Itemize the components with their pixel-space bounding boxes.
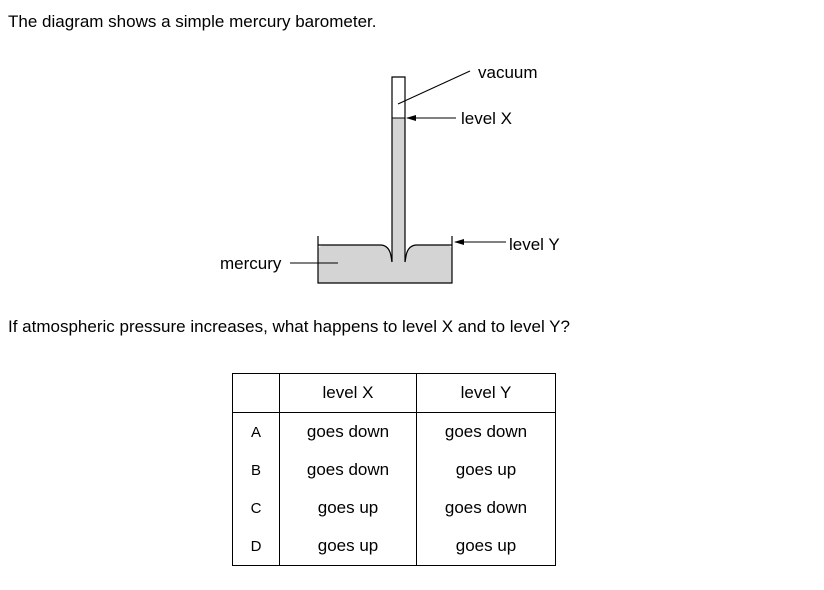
- table-row: [233, 527, 556, 566]
- intro-text: The diagram shows a simple mercury barometer.: [8, 12, 377, 31]
- option-level-y: goes down: [417, 489, 556, 527]
- mercury-column: [392, 118, 405, 262]
- option-level-x: goes up: [280, 527, 417, 566]
- table-row: [233, 413, 556, 452]
- level-y-label: level Y: [509, 235, 560, 254]
- option-letter: C: [233, 489, 280, 527]
- option-level-x: goes down: [280, 451, 417, 489]
- level-x-arrowhead: [406, 115, 416, 121]
- option-letter: B: [233, 451, 280, 489]
- header-level-x: level X: [280, 374, 417, 413]
- option-letter: D: [233, 527, 280, 566]
- option-level-y: goes up: [417, 451, 556, 489]
- option-level-x: goes up: [280, 489, 417, 527]
- option-letter: A: [233, 413, 280, 452]
- vacuum-leader: [398, 71, 470, 104]
- level-y-arrowhead: [454, 239, 464, 245]
- header-blank: [233, 374, 280, 413]
- option-level-y: goes down: [417, 413, 556, 452]
- header-level-y: level Y: [417, 374, 556, 413]
- table-row: [233, 451, 556, 489]
- answer-table: [232, 373, 556, 566]
- question-text: If atmospheric pressure increases, what happens to level X and to level Y?: [8, 317, 570, 336]
- level-x-label: level X: [461, 109, 513, 128]
- mercury-label: mercury: [220, 254, 282, 273]
- option-level-y: goes up: [417, 527, 556, 566]
- dish-mercury: [318, 245, 452, 283]
- vacuum-label: vacuum: [478, 63, 538, 82]
- table-row: [233, 489, 556, 527]
- option-level-x: goes down: [280, 413, 417, 452]
- table-header-row: [233, 374, 556, 413]
